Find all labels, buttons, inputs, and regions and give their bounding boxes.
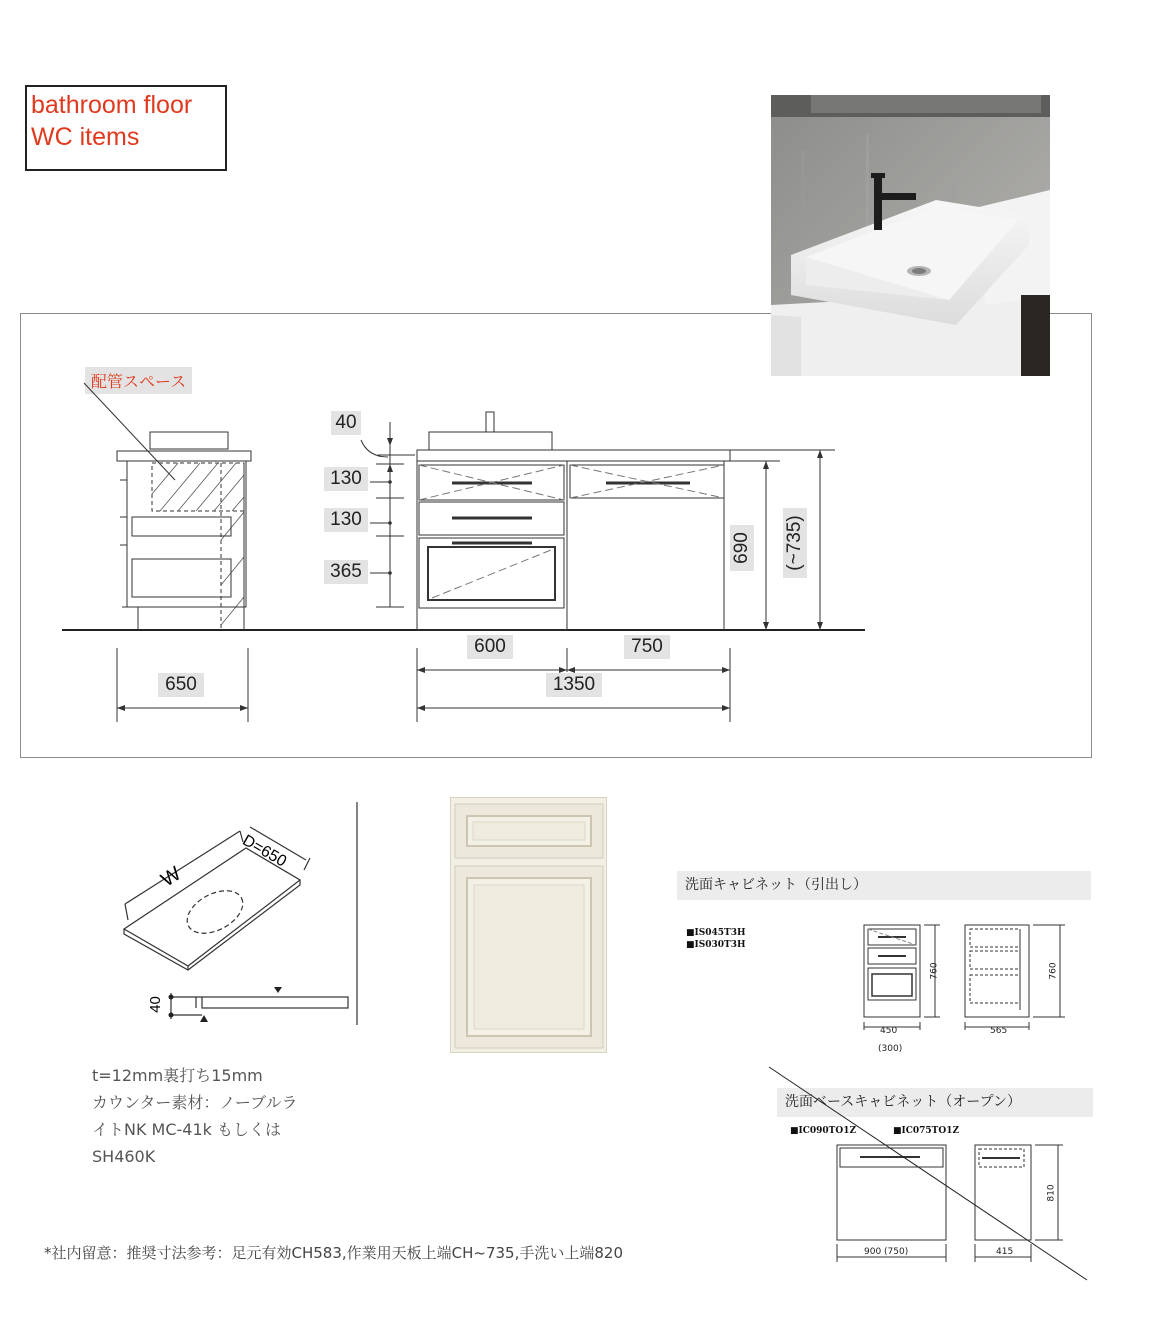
drawer-cabinet-heading: 洗面キャビネット（引出し）	[677, 871, 1091, 900]
dim-width-left: 600	[467, 635, 513, 659]
open-cabinet-height: 810	[1046, 1184, 1057, 1202]
open-cabinet-heading: 洗面ベースキャビネット（オープン）	[777, 1088, 1093, 1117]
dim-width-right: 750	[624, 635, 670, 659]
drawer-cabinet-width: 450	[880, 1026, 898, 1036]
dim-drawer-2: 130	[324, 508, 368, 532]
dim-top-thickness: 40	[331, 411, 361, 435]
dim-height-735: (~735)	[783, 508, 807, 578]
drawer-cabinet-height: 760	[929, 962, 940, 980]
counter-depth-label: D=650	[239, 832, 290, 871]
category-tag-line1: bathroom floor	[31, 91, 193, 119]
footnote: *社内留意：推奨寸法参考：足元有効CH583,作業用天板上端CH~735,手洗い上端820	[44, 1244, 624, 1262]
open-cabinet-width: 900 (750)	[864, 1247, 909, 1257]
dim-drawer-1: 130	[324, 467, 368, 491]
drawer-cabinet-depth: 565	[990, 1026, 1008, 1036]
counter-thickness-label: 40	[146, 996, 164, 1013]
category-tag-line2: WC items	[31, 123, 140, 151]
drawer-cabinet-width-alt: (300)	[878, 1044, 903, 1054]
drawer-cabinet-code-2: ■IS030T3H	[686, 940, 746, 950]
drawer-cabinet-code-1: ■IS045T3H	[686, 928, 746, 938]
dim-drawer-3: 365	[324, 560, 368, 584]
open-cabinet-code-1: ■IC090TO1Z	[790, 1126, 857, 1136]
dim-side-width: 650	[158, 673, 204, 697]
open-cabinet-depth: 415	[996, 1247, 1014, 1257]
dim-height-690: 690	[730, 525, 754, 571]
counter-note-material: カウンター素材：ノーブルラ	[92, 1093, 298, 1112]
counter-width-label: W	[157, 862, 186, 892]
drawer-cabinet-height-side: 760	[1048, 962, 1059, 980]
open-cabinet-code-2: ■IC075TO1Z	[893, 1126, 960, 1136]
dim-width-total: 1350	[546, 673, 602, 697]
counter-note-thickness: t=12mm裏打ち15mm	[92, 1066, 263, 1085]
pipe-space-label: 配管スペース	[85, 367, 192, 394]
counter-note-material-3: SH460K	[92, 1147, 156, 1166]
counter-note-material-2: イトNK MC-41k もしくは	[92, 1120, 282, 1139]
